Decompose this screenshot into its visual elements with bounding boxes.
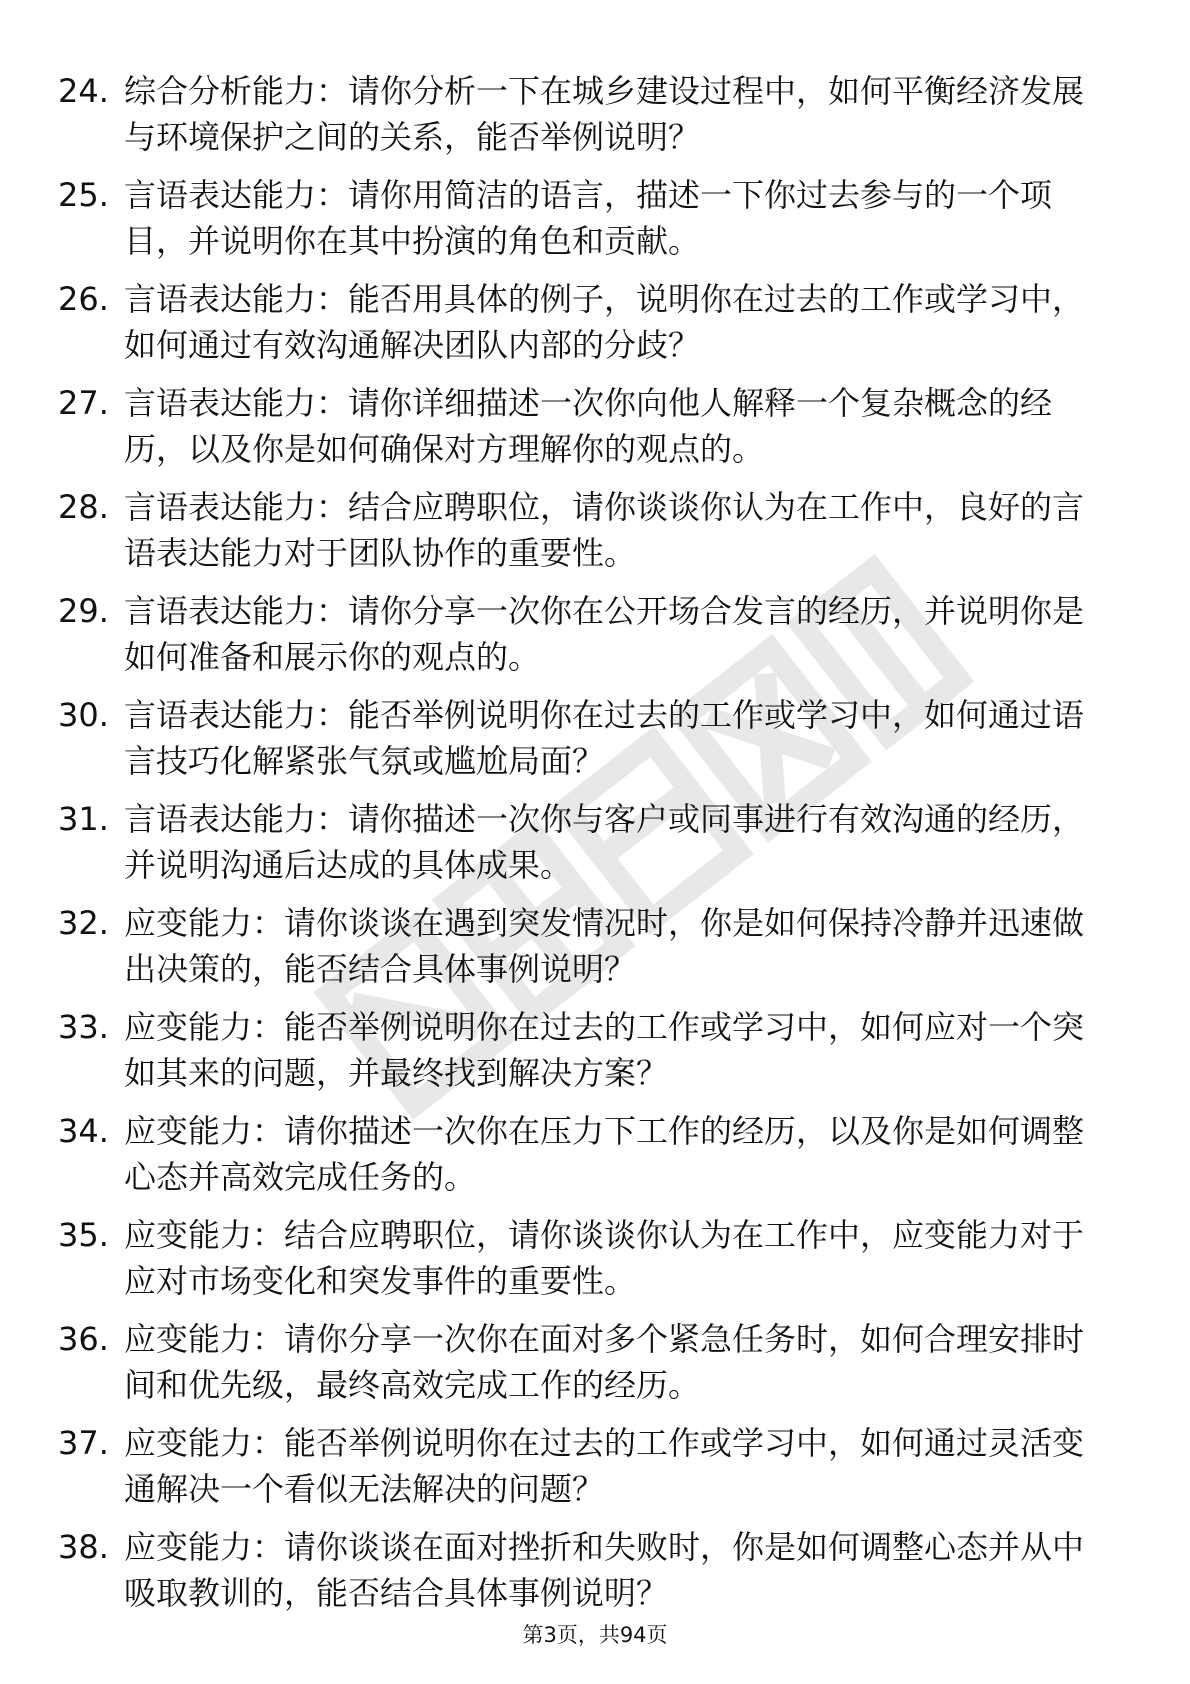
question-number: 35. [58,1216,109,1254]
question-item [58,588,1118,692]
question-item [58,900,1118,1004]
question-number: 25. [58,176,109,214]
question-text: 应变能力：请你谈谈在遇到突发情况时，你是如何保持冷静并迅速做出决策的，能否结合具体事例说明？ [124,904,1085,988]
question-item [58,172,1118,276]
question-text: 应变能力：请你谈谈在面对挫折和失败时，你是如何调整心态并从中吸取教训的，能否结合具体事例说明？ [124,1528,1085,1612]
question-text: 言语表达能力：请你用简洁的语言，描述一下你过去参与的一个项目，并说明你在其中扮演的角色和贡献。 [124,176,1053,260]
question-text: 言语表达能力：请你描述一次你与客户或同事进行有效沟通的经历，并说明沟通后达成的具体成果。 [124,800,1085,884]
question-text: 言语表达能力：能否用具体的例子，说明你在过去的工作或学习中，如何通过有效沟通解决团队内部的分歧？ [124,280,1085,364]
question-number: 33. [58,1008,109,1046]
question-item [58,380,1118,484]
question-text: 言语表达能力：请你分享一次你在公开场合发言的经历，并说明你是如何准备和展示你的观点的。 [124,592,1085,676]
question-number: 37. [58,1424,109,1462]
question-item [58,692,1118,796]
question-text: 综合分析能力：请你分析一下在城乡建设过程中，如何平衡经济发展与环境保护之间的关系，能否举例说明？ [124,72,1085,156]
question-item [58,1524,1118,1628]
question-number: 26. [58,280,109,318]
question-text: 应变能力：能否举例说明你在过去的工作或学习中，如何应对一个突如其来的问题，并最终找到解决方案？ [124,1008,1085,1092]
question-item [58,1004,1118,1108]
question-text: 应变能力：请你分享一次你在面对多个紧急任务时，如何合理安排时间和优先级，最终高效完成工作的经历。 [124,1320,1085,1404]
question-number: 29. [58,592,109,630]
question-text: 应变能力：能否举例说明你在过去的工作或学习中，如何通过灵活变通解决一个看似无法解决的问题？ [124,1424,1085,1508]
question-number: 38. [58,1528,109,1566]
question-number: 30. [58,696,109,734]
question-number: 27. [58,384,109,422]
question-item [58,68,1118,172]
question-item [58,1316,1118,1420]
question-text: 应变能力：结合应聘职位，请你谈谈你认为在工作中，应变能力对于应对市场变化和突发事件的重要性。 [124,1216,1085,1300]
question-list [58,68,1118,1628]
question-text: 言语表达能力：能否举例说明你在过去的工作或学习中，如何通过语言技巧化解紧张气氛或尴尬局面？ [124,696,1085,780]
question-item [58,484,1118,588]
question-text: 言语表达能力：结合应聘职位，请你谈谈你认为在工作中，良好的言语表达能力对于团队协作的重要性。 [124,488,1085,572]
question-text: 应变能力：请你描述一次你在压力下工作的经历，以及你是如何调整心态并高效完成任务的。 [124,1112,1085,1196]
question-number: 28. [58,488,109,526]
question-item [58,1420,1118,1524]
question-number: 36. [58,1320,109,1358]
question-item [58,796,1118,900]
page-indicator: 第3页，共94页 [522,1623,668,1647]
question-text: 言语表达能力：请你详细描述一次你向他人解释一个复杂概念的经历，以及你是如何确保对方理解你的观点的。 [124,384,1053,468]
question-number: 34. [58,1112,109,1150]
question-number: 24. [58,72,109,110]
question-item [58,1212,1118,1316]
question-item [58,276,1118,380]
question-number: 32. [58,904,109,942]
question-item [58,1108,1118,1212]
question-number: 31. [58,800,109,838]
